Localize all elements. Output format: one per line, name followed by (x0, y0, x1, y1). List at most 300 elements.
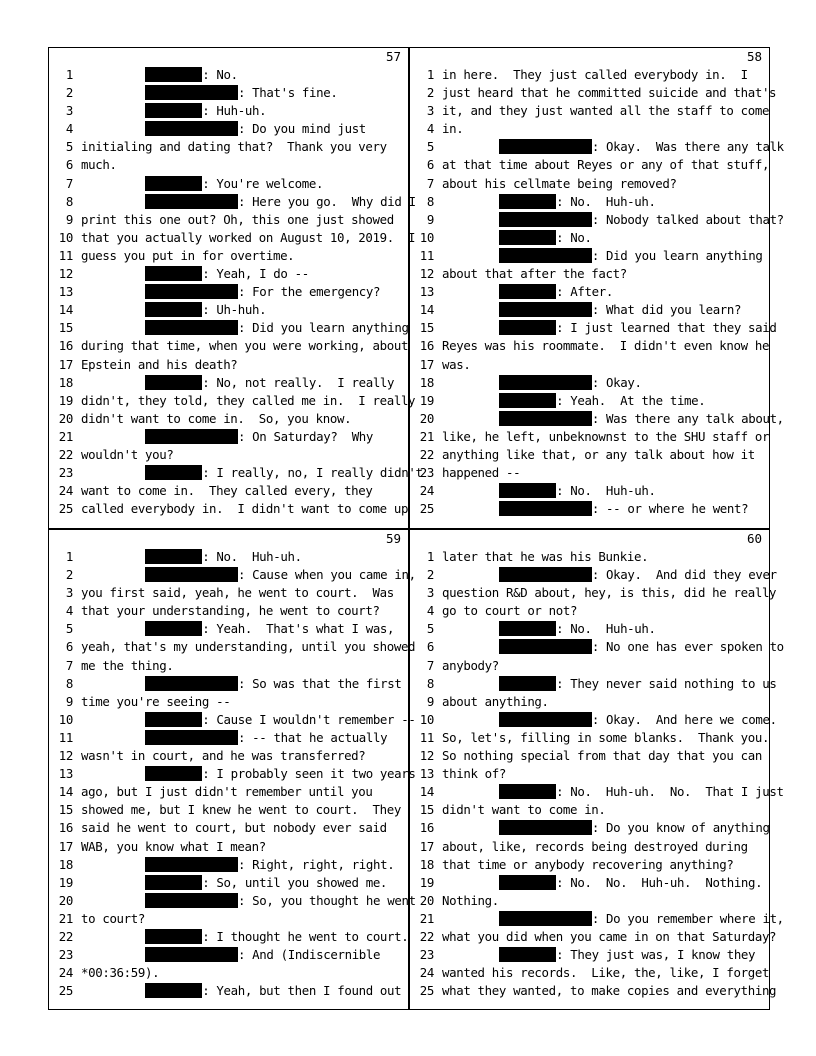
speaker-indent (81, 465, 145, 480)
line-text (442, 283, 613, 301)
spoken-text: in. (442, 121, 464, 137)
line-number: 12 (58, 748, 73, 764)
speaker-indent (81, 549, 145, 564)
line-number: 20 (58, 892, 73, 908)
line-text (81, 356, 237, 374)
spoken-text: : No. (202, 67, 238, 82)
line-number: 1 (65, 549, 73, 564)
speaker-indent (81, 320, 145, 335)
line-text (442, 265, 627, 283)
transcript-line (49, 156, 409, 174)
line-text (442, 874, 762, 892)
speaker-indent (442, 212, 499, 227)
line-number: 16 (58, 820, 73, 836)
line-number: 13 (419, 766, 434, 782)
speaker-indent (81, 67, 145, 82)
spoken-text: : Did you learn anything (237, 320, 409, 336)
spoken-text: in here. They just called everybody in. I (442, 67, 748, 82)
redaction-box (499, 302, 592, 317)
speaker-indent (442, 248, 499, 263)
redaction-box (499, 212, 592, 227)
spoken-text: : Do you mind just (237, 121, 366, 137)
transcript-line (49, 392, 416, 410)
speaker-indent (442, 911, 499, 926)
line-text (81, 693, 230, 711)
speaker-indent (442, 784, 499, 799)
spoken-text: : -- or where he went? (591, 501, 749, 517)
spoken-text: didn't, they told, they called me in. I really (81, 392, 416, 408)
spoken-text: : No. Huh-uh. (556, 621, 656, 637)
spoken-text: want to come in. They called every, they (81, 483, 373, 499)
line-text (81, 337, 408, 355)
spoken-text: go to court or not? (442, 603, 578, 619)
redaction-box (145, 320, 238, 335)
transcript-line (410, 856, 770, 874)
line-number: 7 (65, 657, 73, 673)
line-text (442, 464, 520, 482)
spoken-text: : So was that the first (237, 675, 402, 691)
line-text (81, 410, 351, 428)
line-text (442, 747, 762, 765)
line-text (81, 229, 415, 247)
spoken-text: : Right, right, right. (237, 856, 395, 872)
line-text (442, 928, 776, 946)
line-text (81, 156, 117, 174)
line-number: 23 (419, 947, 434, 963)
transcript-line (410, 283, 770, 301)
redaction-box (145, 429, 238, 444)
line-text (81, 566, 416, 584)
speaker-indent (442, 875, 499, 890)
spoken-text: Nothing. (442, 892, 499, 908)
spoken-text: about, like, records being destroyed during (442, 838, 748, 854)
spoken-text: wanted his records. Like, the, like, I forget (442, 965, 770, 981)
redaction-box (145, 712, 202, 727)
line-number: 5 (426, 139, 434, 155)
transcript-line (410, 392, 770, 410)
transcript-line (410, 247, 770, 265)
line-number: 25 (58, 501, 73, 517)
line-number: 21 (419, 910, 434, 926)
line-text (81, 138, 387, 156)
spoken-text: wasn't in court, and he was transferred? (81, 748, 366, 764)
transcript-line (49, 874, 409, 892)
spoken-text: : No. Huh-uh. (556, 193, 656, 209)
redaction-box (499, 567, 592, 582)
spoken-text: print this one out? Oh, this one just showed (81, 211, 394, 227)
line-text (81, 801, 401, 819)
transcript-line (49, 464, 423, 482)
spoken-text: *00:36:59). (81, 965, 160, 981)
line-text (442, 211, 784, 229)
line-text (81, 374, 394, 392)
transcript-line (49, 356, 409, 374)
spoken-text: : Okay. And did they ever (591, 567, 777, 583)
line-number: 7 (65, 175, 73, 191)
redaction-box (499, 712, 592, 727)
line-number: 11 (58, 729, 73, 745)
transcript-line (410, 765, 770, 783)
line-number: 12 (58, 266, 73, 282)
line-number: 14 (58, 784, 73, 800)
page-number: 59 (385, 531, 401, 546)
line-text (81, 428, 373, 446)
speaker-indent (442, 676, 499, 691)
redaction-box (145, 176, 202, 191)
spoken-text: just heard that he committed suicide and that's (442, 85, 777, 101)
line-text (442, 500, 748, 518)
transcript-line (410, 301, 770, 319)
line-number: 21 (58, 428, 73, 444)
line-text (442, 138, 784, 156)
speaker-indent (81, 875, 145, 890)
line-text (81, 729, 387, 747)
speaker-indent (81, 375, 145, 390)
line-number: 14 (419, 784, 434, 800)
transcript-line (410, 319, 777, 337)
line-number: 9 (426, 693, 434, 709)
line-text (442, 247, 762, 265)
line-text (81, 584, 394, 602)
line-text (442, 102, 769, 120)
spoken-text: : What did you learn? (591, 302, 742, 318)
transcript-line (49, 783, 409, 801)
spoken-text: yeah, that's my understanding, until you showed (81, 639, 416, 655)
line-text (442, 66, 748, 84)
line-number: 19 (58, 392, 73, 408)
spoken-text: WAB, you know what I mean? (81, 838, 266, 854)
line-number: 22 (419, 928, 434, 944)
speaker-indent (81, 621, 145, 636)
line-number: 24 (58, 965, 73, 981)
spoken-text: didn't want to come in. (442, 802, 606, 818)
transcript-line (49, 910, 409, 928)
line-number: 3 (426, 103, 434, 119)
line-text (442, 374, 642, 392)
transcript-line (49, 175, 409, 193)
transcript-line (49, 765, 416, 783)
line-number: 6 (65, 157, 73, 173)
spoken-text: : I thought he went to court. (202, 928, 409, 944)
line-text (81, 446, 173, 464)
spoken-text: : No. No. Huh-uh. Nothing. (556, 874, 763, 890)
line-number: 21 (419, 428, 434, 444)
page-lines (49, 66, 423, 518)
line-number: 22 (58, 928, 73, 944)
line-text (81, 620, 394, 638)
transcript-line (49, 337, 409, 355)
redaction-box (499, 784, 556, 799)
line-number: 19 (419, 392, 434, 408)
transcript-line (410, 620, 770, 638)
speaker-indent (442, 411, 499, 426)
redaction-box (499, 621, 556, 636)
line-number: 11 (419, 247, 434, 263)
line-number: 23 (58, 465, 73, 481)
line-text (81, 711, 415, 729)
line-number: 23 (58, 947, 73, 963)
spoken-text: : No, not really. I really (202, 374, 395, 390)
redaction-box (145, 549, 202, 564)
redaction-box (499, 947, 556, 962)
line-number: 1 (426, 67, 434, 82)
transcript-page-60 (410, 530, 784, 1010)
transcript-line (410, 229, 770, 247)
line-text (442, 964, 769, 982)
transcript-line (49, 838, 409, 856)
speaker-indent (442, 139, 499, 154)
line-text (442, 337, 769, 355)
line-number: 15 (58, 802, 73, 818)
spoken-text: : I really, no, I really didn't (202, 465, 423, 481)
redaction-box (145, 857, 238, 872)
page-number: 57 (385, 49, 401, 64)
spoken-text: wouldn't you? (81, 446, 174, 462)
line-number: 21 (58, 910, 73, 926)
line-number: 6 (426, 157, 434, 173)
spoken-text: : Okay. (591, 374, 642, 390)
redaction-box (145, 875, 202, 890)
speaker-indent (81, 567, 145, 582)
spoken-text: : So, until you showed me. (202, 874, 388, 890)
speaker-indent (81, 266, 145, 281)
line-number: 11 (58, 247, 73, 263)
line-text (81, 102, 266, 120)
speaker-indent (442, 639, 499, 654)
redaction-box (499, 230, 556, 245)
line-text (81, 838, 266, 856)
redaction-box (145, 103, 202, 118)
transcript-page-57 (49, 48, 423, 528)
transcript-line (49, 102, 409, 120)
speaker-indent (81, 284, 145, 299)
spoken-text: : On Saturday? Why (237, 428, 374, 444)
transcript-line (410, 964, 770, 982)
line-text (81, 892, 416, 910)
line-text (81, 657, 173, 675)
redaction-box (499, 875, 556, 890)
transcript-line (49, 247, 409, 265)
redaction-box (145, 676, 238, 691)
line-number: 3 (426, 585, 434, 601)
line-number: 10 (419, 711, 434, 727)
line-text (442, 156, 769, 174)
line-number: 8 (65, 193, 73, 209)
spoken-text: that you actually worked on August 10, 2019. I (81, 229, 416, 245)
spoken-text: : Okay. And here we come. (591, 711, 777, 727)
line-number: 2 (65, 85, 73, 101)
line-number: 4 (65, 121, 73, 137)
transcript-line (49, 620, 409, 638)
line-text (442, 801, 606, 819)
transcript-line (410, 138, 784, 156)
transcript-line (410, 464, 770, 482)
transcript-line (410, 446, 770, 464)
line-number: 2 (426, 85, 434, 101)
transcript-line (410, 337, 770, 355)
line-text (442, 819, 770, 837)
redaction-box (145, 194, 238, 209)
line-text (81, 301, 266, 319)
transcript-line (49, 428, 409, 446)
transcript-line (410, 928, 777, 946)
transcript-line (49, 638, 416, 656)
line-number: 20 (58, 410, 73, 426)
line-number: 13 (58, 766, 73, 782)
line-number: 8 (426, 193, 434, 209)
redaction-box (145, 766, 202, 781)
line-number: 22 (58, 446, 73, 462)
line-number: 17 (58, 838, 73, 854)
spoken-text: time you're seeing -- (81, 693, 231, 709)
line-text (442, 711, 777, 729)
transcript-line (49, 747, 409, 765)
spoken-text: about that after the fact? (442, 266, 627, 282)
line-text (442, 566, 777, 584)
redaction-box (499, 248, 592, 263)
transcript-line (49, 729, 409, 747)
line-number: 23 (419, 465, 434, 481)
line-text (81, 548, 302, 566)
line-text (81, 675, 401, 693)
transcript-line (410, 584, 777, 602)
line-number: 17 (419, 356, 434, 372)
line-number: 17 (419, 838, 434, 854)
transcript-line (49, 500, 409, 518)
transcript-line (49, 482, 409, 500)
line-number: 16 (58, 338, 73, 354)
line-number: 6 (426, 639, 434, 655)
transcript-line (410, 84, 777, 102)
spoken-text: what you did when you came in on that Saturday? (442, 928, 777, 944)
speaker-indent (442, 712, 499, 727)
transcript-line (49, 138, 409, 156)
spoken-text: think of? (442, 766, 506, 782)
transcript-line (410, 801, 770, 819)
spoken-text: : Nobody talked about that? (591, 211, 784, 227)
speaker-indent (81, 712, 145, 727)
redaction-box (145, 67, 202, 82)
line-number: 9 (426, 211, 434, 227)
spoken-text: : They just was, I know they (556, 947, 756, 963)
page-lines (410, 548, 784, 1000)
line-number: 3 (65, 103, 73, 119)
line-text (81, 765, 415, 783)
page-lines (49, 548, 416, 1000)
speaker-indent (442, 483, 499, 498)
transcript-line (410, 892, 770, 910)
line-number: 5 (426, 621, 434, 637)
line-number: 17 (58, 356, 73, 372)
speaker-indent (442, 284, 499, 299)
page-number: 60 (746, 531, 762, 546)
line-text (442, 602, 577, 620)
transcript-line (410, 428, 770, 446)
line-text (81, 964, 159, 982)
redaction-box (499, 284, 556, 299)
spoken-text: : Yeah, I do -- (202, 266, 309, 282)
line-text (442, 229, 592, 247)
line-text (81, 638, 415, 656)
line-text (81, 319, 409, 337)
redaction-box (145, 567, 238, 582)
transcript-line (410, 211, 784, 229)
line-number: 10 (58, 229, 73, 245)
line-number: 15 (419, 320, 434, 336)
line-text (81, 783, 373, 801)
line-number: 15 (419, 802, 434, 818)
spoken-text: like, he left, unbeknownst to the SHU staff or (442, 428, 770, 444)
line-text (442, 693, 549, 711)
spoken-text: was. (442, 356, 471, 372)
line-number: 25 (58, 983, 73, 999)
line-number: 12 (419, 266, 434, 282)
transcript-line (49, 301, 409, 319)
line-text (442, 783, 784, 801)
transcript-line (410, 747, 770, 765)
transcript-line (49, 283, 409, 301)
line-number: 8 (65, 675, 73, 691)
transcript-line (410, 729, 770, 747)
redaction-box (145, 983, 202, 998)
transcript-line (410, 548, 770, 566)
transcript-line (410, 675, 777, 693)
speaker-indent (81, 676, 145, 691)
line-number: 20 (419, 410, 434, 426)
line-text (81, 265, 309, 283)
spoken-text: what they wanted, to make copies and everything (442, 983, 777, 999)
line-text (81, 500, 408, 518)
spoken-text: : Do you remember where it, (591, 910, 784, 926)
transcript-line (49, 66, 409, 84)
line-text (442, 856, 734, 874)
spoken-text: : So, you thought he went (237, 892, 416, 908)
line-number: 16 (419, 820, 434, 836)
spoken-text: : They never said nothing to us (556, 675, 777, 691)
line-number: 20 (419, 892, 434, 908)
line-text (442, 356, 470, 374)
line-text (81, 120, 366, 138)
spoken-text: that your understanding, he went to court? (81, 603, 380, 619)
redaction-box (145, 730, 238, 745)
line-text (81, 747, 365, 765)
line-text (442, 620, 656, 638)
spoken-text: didn't want to come in. So, you know. (81, 410, 352, 426)
spoken-text: me the thing. (81, 657, 174, 673)
spoken-text: said he went to court, but nobody ever said (81, 820, 387, 836)
transcript-line (49, 801, 409, 819)
speaker-indent (81, 176, 145, 191)
transcript-line (49, 657, 409, 675)
redaction-box (499, 483, 556, 498)
line-text (442, 838, 748, 856)
transcript-line (410, 500, 770, 518)
spoken-text: at that time about Reyes or any of that stuff, (442, 157, 770, 173)
transcript-line (410, 374, 770, 392)
redaction-box (145, 893, 238, 908)
line-text (81, 193, 416, 211)
redaction-box (145, 121, 238, 136)
redaction-box (499, 820, 592, 835)
speaker-indent (81, 730, 145, 745)
line-text (81, 874, 387, 892)
line-number: 18 (58, 374, 73, 390)
transcript-line (49, 928, 409, 946)
transcript-line (49, 982, 409, 1000)
line-text (81, 946, 380, 964)
spoken-text: : Yeah. At the time. (556, 392, 706, 408)
transcript-line (49, 229, 416, 247)
